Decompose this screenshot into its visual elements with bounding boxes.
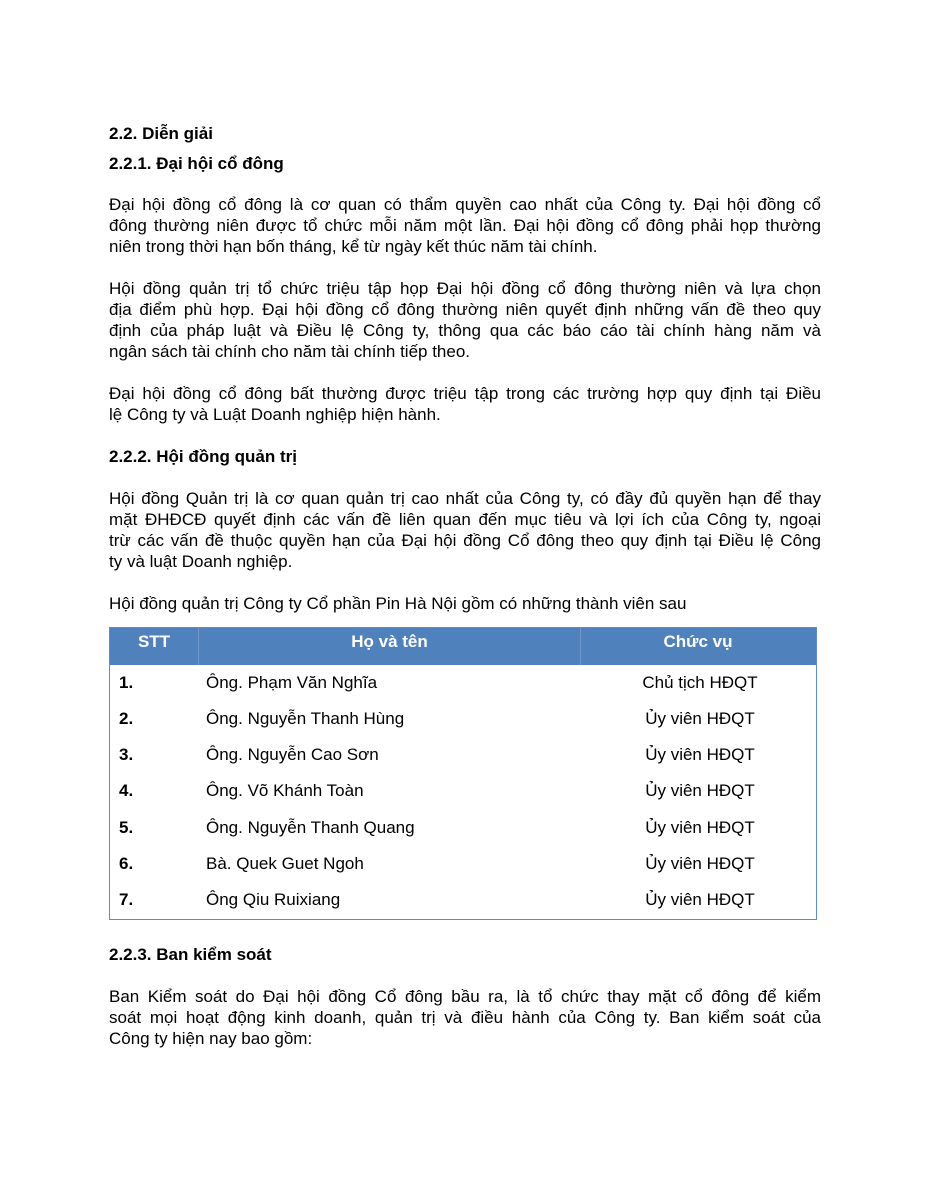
member-role: Ủy viên HĐQT — [645, 709, 755, 728]
paragraph-line: Đại hội đồng cổ đông là cơ quan có thẩm quyền cao nhất của Công ty. Đại hội đồng cổ — [109, 195, 821, 214]
paragraph-line: đông thường niên được tổ chức mỗi năm một lần. Đại hội đồng cổ đông phải họp thường — [109, 216, 821, 235]
paragraph-line: ty và luật Doanh nghiệp. — [109, 552, 293, 571]
section-heading-2-2-2: 2.2.2. Hội đồng quản trị — [109, 447, 297, 466]
paragraph-line: Hội đồng quản trị Công ty Cổ phần Pin Hà Nội gồm có những thành viên sau — [109, 594, 687, 613]
paragraph-line: lệ Công ty và Luật Doanh nghiệp hiện hành. — [109, 405, 441, 424]
paragraph-line: soát mọi hoạt động kinh doanh, quản trị và điều hành của Công ty. Ban kiểm soát của — [109, 1008, 821, 1027]
header-name: Họ và tên — [351, 632, 428, 651]
paragraph-shareholders-3 — [109, 383, 821, 425]
paragraph-supervisory-board — [109, 986, 821, 1049]
row-number: 5. — [119, 818, 134, 837]
table-row — [110, 701, 816, 737]
board-members-table — [109, 627, 817, 920]
table-row — [110, 773, 816, 809]
member-name: Ông. Phạm Văn Nghĩa — [206, 673, 378, 692]
table-row — [110, 846, 816, 882]
paragraph-line: Đại hội đồng cổ đông bất thường được triệu tập trong các trường hợp quy định tại Điều — [109, 384, 821, 403]
header-stt: STT — [137, 632, 171, 651]
paragraph-line: niên trong thời hạn bốn tháng, kể từ ngày kết thúc năm tài chính. — [109, 237, 598, 256]
member-name: Ông. Nguyễn Cao Sơn — [206, 745, 379, 764]
member-role: Ủy viên HĐQT — [645, 745, 755, 764]
member-role: Ủy viên HĐQT — [645, 890, 755, 909]
header-role: Chức vụ — [663, 632, 733, 651]
paragraph-line: ngân sách tài chính cho năm tài chính tiếp theo. — [109, 342, 471, 361]
member-role: Chủ tịch HĐQT — [642, 673, 758, 692]
paragraph-board-1 — [109, 488, 821, 572]
row-number: 4. — [119, 781, 134, 800]
paragraph-board-intro — [109, 593, 821, 614]
member-name: Ông Qiu Ruixiang — [206, 890, 341, 909]
paragraph-line: Công ty hiện nay bao gồm: — [109, 1029, 313, 1048]
section-heading-2-2-3: 2.2.3. Ban kiểm soát — [109, 945, 272, 964]
paragraph-line: Hội đồng quản trị tổ chức triệu tập họp Đại hội đồng cổ đông thường niên và lựa chọn — [109, 279, 821, 298]
member-name: Ông. Nguyễn Thanh Hùng — [206, 709, 405, 728]
table-row — [110, 882, 816, 918]
row-number: 3. — [119, 745, 134, 764]
table-row — [110, 810, 816, 846]
member-role: Ủy viên HĐQT — [645, 854, 755, 873]
table-header — [110, 628, 816, 665]
paragraph-line: địa điểm phù hợp. Đại hội đồng cổ đông thường niên quyết định những vấn đề theo quy — [109, 300, 821, 319]
member-name: Ông. Võ Khánh Toàn — [206, 781, 364, 800]
paragraph-line: mặt ĐHĐCĐ quyết định các vấn đề liên quan đến mục tiêu và lợi ích của Công ty, ngoại — [109, 510, 821, 529]
row-number: 6. — [119, 854, 134, 873]
row-number: 2. — [119, 709, 134, 728]
member-name: Ông. Nguyễn Thanh Quang — [206, 818, 415, 837]
row-number: 7. — [119, 890, 134, 909]
paragraph-shareholders-1 — [109, 194, 821, 257]
row-number: 1. — [119, 673, 134, 692]
paragraph-line: Hội đồng Quản trị là cơ quan quản trị cao nhất của Công ty, có đầy đủ quyền hạn để thay — [109, 489, 821, 508]
paragraph-shareholders-2 — [109, 278, 821, 362]
paragraph-line: trừ các vấn đề thuộc quyền hạn của Đại hội đồng Cổ đông theo quy định tại Điều lệ Công — [109, 531, 821, 550]
member-name: Bà. Quek Guet Ngoh — [206, 854, 364, 873]
paragraph-line: định của pháp luật và Điều lệ Công ty, thông qua các báo cáo tài chính hàng năm và — [109, 321, 821, 340]
table-row — [110, 737, 816, 773]
member-role: Ủy viên HĐQT — [645, 818, 755, 837]
section-heading-2-2-1: 2.2.1. Đại hội cổ đông — [109, 154, 284, 173]
paragraph-line: Ban Kiểm soát do Đại hội đồng Cổ đông bầu ra, là tổ chức thay mặt cổ đông để kiểm — [109, 987, 821, 1006]
table-row — [110, 665, 816, 701]
member-role: Ủy viên HĐQT — [645, 781, 755, 800]
section-heading-2-2: 2.2. Diễn giải — [109, 124, 213, 143]
